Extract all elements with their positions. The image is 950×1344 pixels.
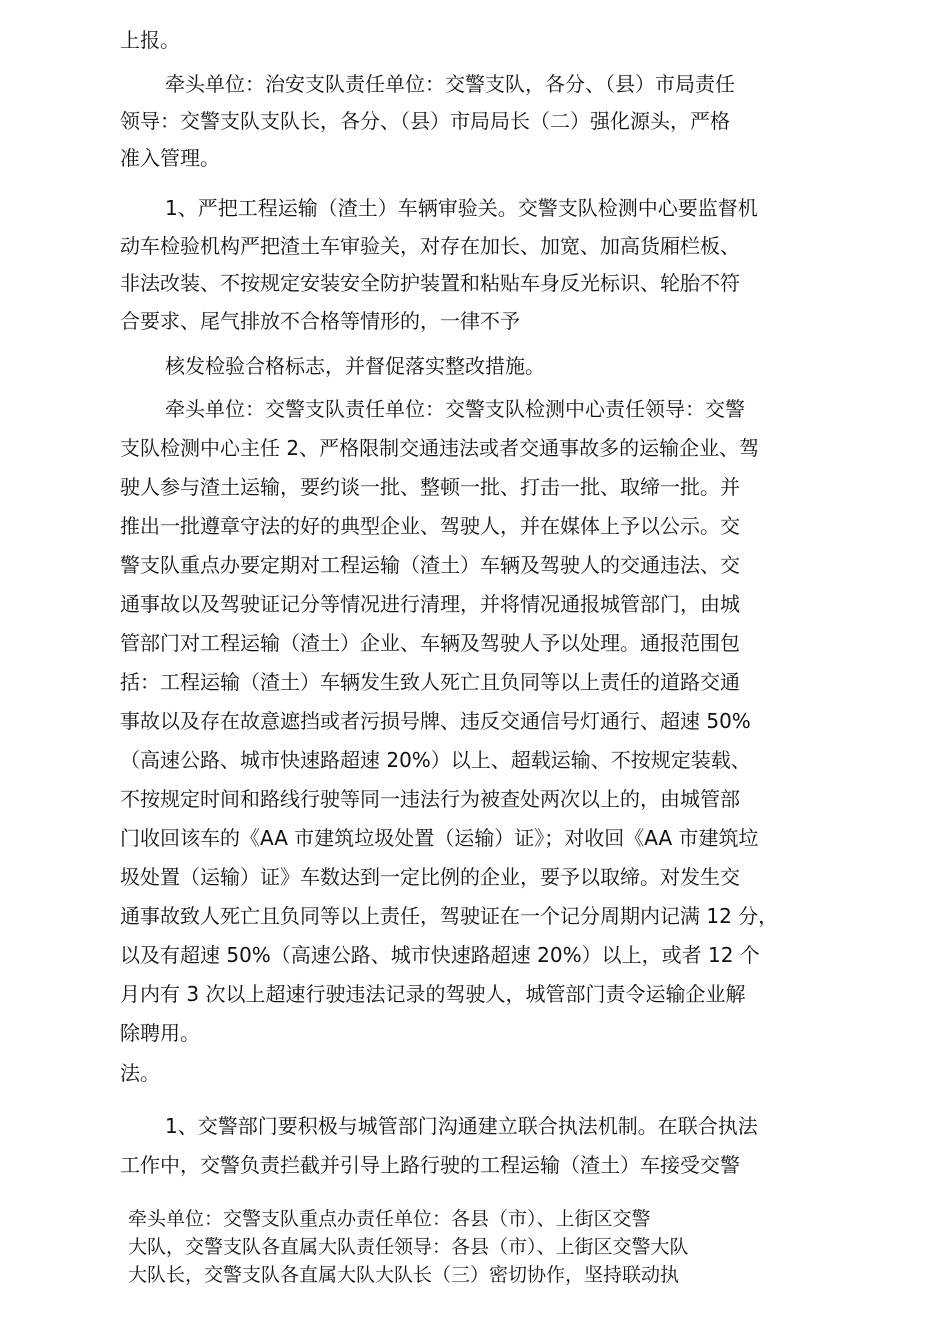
text-line: 非法改装、不按规定安装安全防护装置和粘贴车身反光标识、轮胎不符 [120,271,740,295]
text-line: 警支队重点办要定期对工程运输（渣土）车辆及驾驶人的交通违法、交 [120,553,740,577]
text-line: 括：工程运输（渣土）车辆发生致人死亡且负同等以上责任的道路交通 [120,670,740,694]
text-line: 牵头单位：治安支队责任单位：交警支队，各分、（县）市局责任 [165,72,735,96]
footnote-line: 牵头单位：交警支队重点办责任单位：各县（市）、上街区交警 [128,1208,651,1230]
text-line: 以及有超速 50%（高速公路、城市快速路超速 20%）以上，或者 12 个 [120,943,760,967]
text-line: 1、严把工程运输（渣土）车辆审验关。交警支队检测中心要监督机 [165,196,758,220]
text-line: 1、交警部门要积极与城管部门沟通建立联合执法机制。在联合执法 [165,1114,758,1138]
text-line: 通事故以及驾驶证记分等情况进行清理，并将情况通报城管部门，由城 [120,592,740,616]
text-line: 推出一批遵章守法的好的典型企业、驾驶人，并在媒体上予以公示。交 [120,514,740,538]
text-line: 事故以及存在故意遮挡或者污损号牌、违反交通信号灯通行、超速 50% [120,709,751,733]
text-line: 门收回该车的《AA 市建筑垃圾处置（运输）证》；对收回《AA 市建筑垃 [120,826,759,850]
text-line: 支队检测中心主任 2、严格限制交通违法或者交通事故多的运输企业、驾 [120,436,760,460]
text-line: 驶人参与渣土运输，要约谈一批、整顿一批、打击一批、取缔一批。并 [120,475,740,499]
text-line: 工作中，交警负责拦截并引导上路行驶的工程运输（渣土）车接受交警 [120,1153,740,1177]
text-line: 上报。 [120,28,180,52]
text-line: 圾处置（运输）证》车数达到一定比例的企业，要予以取缔。对发生交 [120,865,740,889]
text-line: 除聘用。 [120,1021,200,1045]
text-line: 核发检验合格标志，并督促落实整改措施。 [165,354,545,378]
text-line: 合要求、尾气排放不合格等情形的，一律不予 [120,309,520,333]
footnote-line: 大队长，交警支队各直属大队大队长（三）密切协作，坚持联动执 [128,1264,680,1286]
text-line: 动车检验机构严把渣土车审验关，对存在加长、加宽、加高货厢栏板、 [120,234,740,258]
text-line: 准入管理。 [120,146,220,170]
text-line: 管部门对工程运输（渣土）企业、车辆及驾驶人予以处理。通报范围包 [120,631,740,655]
text-line: 通事故致人死亡且负同等以上责任，驾驶证在一个记分周期内记满 12 分， [120,904,779,928]
footnote-line: 大队，交警支队各直属大队责任领导：各县（市）、上街区交警大队 [128,1236,689,1258]
text-line: （高速公路、城市快速路超速 20%）以上、超载运输、不按规定装载、 [120,748,751,772]
text-line: 法。 [120,1061,160,1085]
text-line: 牵头单位：交警支队责任单位：交警支队检测中心责任领导：交警 [165,397,745,421]
text-line: 领导：交警支队支队长，各分、（县）市局局长（二）强化源头，严格 [120,109,730,133]
text-line: 月内有 3 次以上超速行驶违法记录的驾驶人，城管部门责令运输企业解 [120,982,746,1006]
text-line: 不按规定时间和路线行驶等同一违法行为被查处两次以上的，由城管部 [120,787,740,811]
